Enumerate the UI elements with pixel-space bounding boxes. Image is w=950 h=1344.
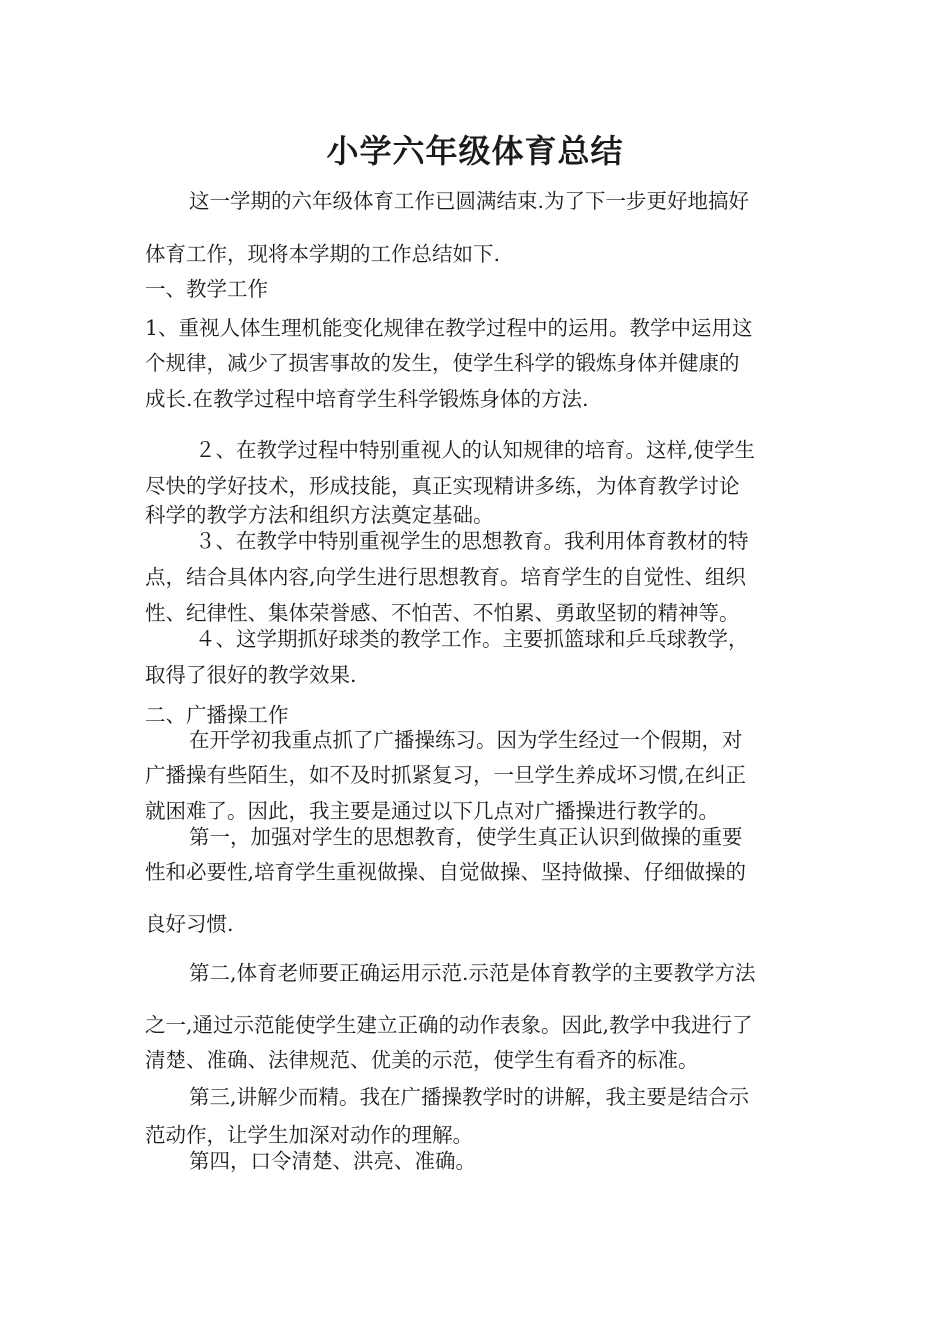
paragraph-line: 尽快的学好技术，形成技能，真正实现精讲多练，为体育教学讨论 [145,474,740,498]
paragraph-line: 良好习惯. [145,912,234,936]
paragraph-line: 第一，加强对学生的思想教育，使学生真正认识到做操的重要 [189,825,743,849]
document-title: 小学六年级体育总结 [326,132,624,170]
paragraph-line: ２、在教学过程中特别重视人的认知规律的培育。这样,使学生 [195,438,756,462]
paragraph-line: 点，结合具体内容,向学生进行思想教育。培育学生的自觉性、组织 [145,565,747,589]
paragraph-line: 广播操有些陌生，如不及时抓紧复习，一旦学生养成坏习惯,在纠正 [145,763,747,787]
paragraph-line: 个规律，减少了损害事故的发生，使学生科学的锻炼身体并健康的 [145,351,740,375]
paragraph-line: 体育工作，现将本学期的工作总结如下. [145,242,501,266]
paragraph-line: 取得了很好的教学效果. [145,663,357,687]
paragraph-line: 第二,体育老师要正确运用示范.示范是体育教学的主要教学方法 [189,961,756,985]
section-heading: 二、广播操工作 [145,703,289,727]
paragraph-line: 成长.在教学过程中培育学生科学锻炼身体的方法. [145,387,589,411]
paragraph-line: 性、纪律性、集体荣誉感、不怕苦、不怕累、勇敢坚韧的精神等。 [145,601,740,625]
paragraph-line: 科学的教学方法和组织方法奠定基础。 [145,503,494,527]
paragraph-line: 这一学期的六年级体育工作已圆满结束.为了下一步更好地搞好 [189,189,750,213]
paragraph-line: 1、重视人体生理机能变化规律在教学过程中的运用。教学中运用这 [145,316,753,340]
paragraph-line: ４、这学期抓好球类的教学工作。主要抓篮球和乒乓球教学， [195,627,749,651]
paragraph-line: 性和必要性,培育学生重视做操、自觉做操、坚持做操、仔细做操的 [145,860,747,884]
paragraph-line: 第三,讲解少而精。我在广播操教学时的讲解，我主要是结合示 [189,1085,750,1109]
paragraph-line: 清楚、准确、法律规范、优美的示范，使学生有看齐的标准。 [145,1048,699,1072]
section-heading: 一、教学工作 [145,277,268,301]
paragraph-line: 范动作，让学生加深对动作的理解。 [145,1123,473,1147]
paragraph-line: 第四，口令清楚、洪亮、准确。 [189,1149,476,1173]
paragraph-line: 之一,通过示范能使学生建立正确的动作表象。因此,教学中我进行了 [145,1013,753,1037]
paragraph-line: 就困难了。因此，我主要是通过以下几点对广播操进行教学的。 [145,799,719,823]
paragraph-line: 在开学初我重点抓了广播操练习。因为学生经过一个假期，对 [189,728,743,752]
paragraph-line: ３、在教学中特别重视学生的思想教育。我利用体育教材的特 [195,529,749,553]
